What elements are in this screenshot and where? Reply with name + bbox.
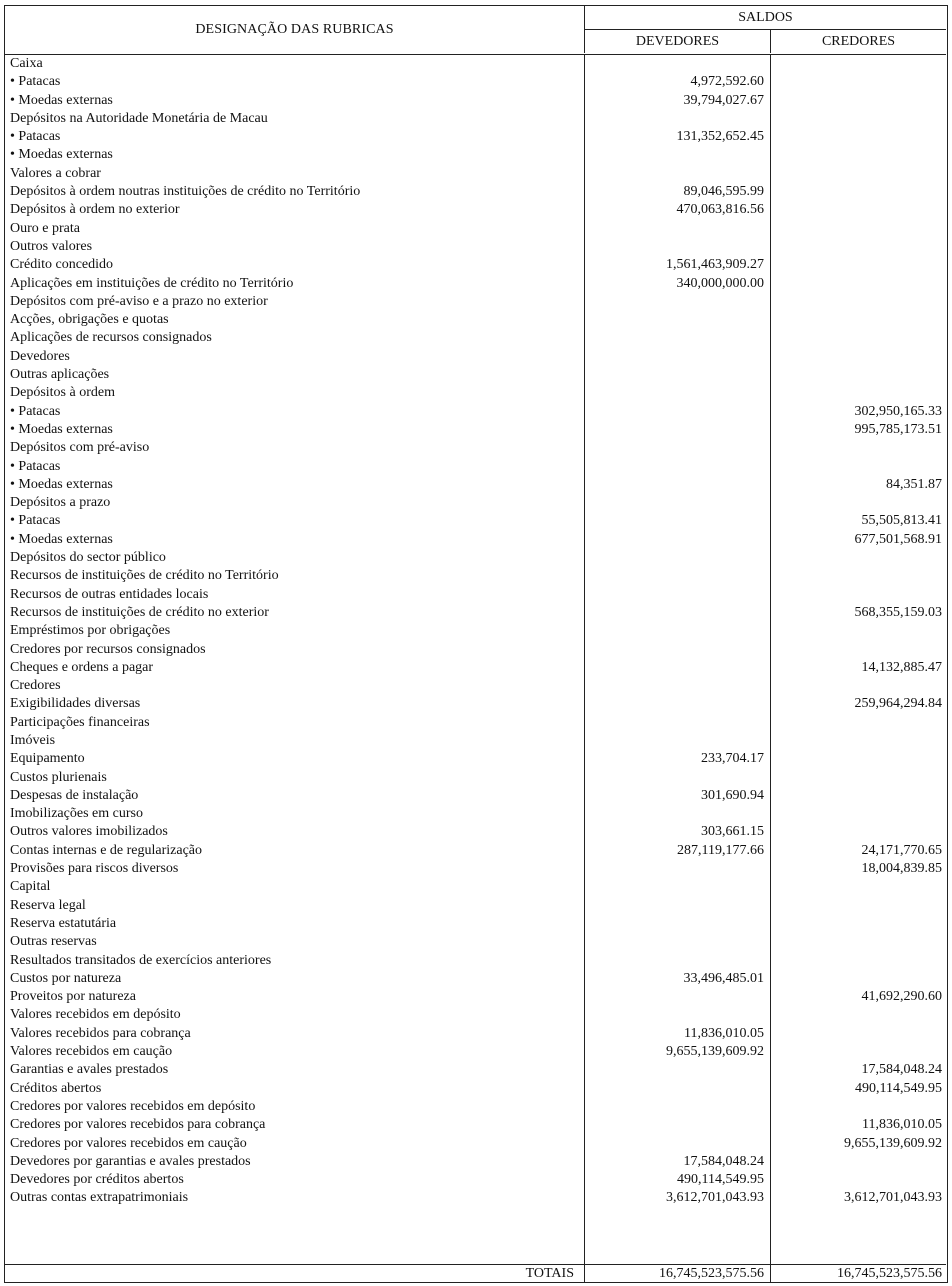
table-row bbox=[5, 714, 946, 732]
row-label: Proveitos por natureza bbox=[10, 989, 136, 1005]
row-label: Recursos de instituições de crédito no Território bbox=[10, 568, 279, 584]
row-label: Imobilizações em curso bbox=[10, 806, 143, 822]
row-devedores: 89,046,595.99 bbox=[683, 184, 764, 200]
totals-label: TOTAIS bbox=[525, 1266, 574, 1281]
row-credores: 3,612,701,043.93 bbox=[844, 1190, 942, 1206]
row-credores: 24,171,770.65 bbox=[861, 842, 942, 858]
table-row bbox=[5, 805, 946, 823]
row-label: • Patacas bbox=[10, 403, 61, 419]
table-row bbox=[5, 348, 946, 366]
table-row bbox=[5, 476, 946, 494]
table-row bbox=[5, 73, 946, 91]
table-row bbox=[5, 641, 946, 659]
table-row bbox=[5, 165, 946, 183]
table-row bbox=[5, 970, 946, 988]
table-row bbox=[5, 677, 946, 695]
table-row bbox=[5, 878, 946, 896]
header-devedores: DEVEDORES bbox=[584, 30, 770, 53]
row-devedores: 1,561,463,909.27 bbox=[666, 257, 764, 273]
row-label: Credores por valores recebidos para cobrança bbox=[10, 1117, 266, 1133]
totals-divider-1 bbox=[584, 1265, 585, 1282]
row-label: Reserva estatutária bbox=[10, 915, 117, 931]
row-devedores: 4,972,592.60 bbox=[690, 74, 764, 90]
table-row bbox=[5, 915, 946, 933]
row-label: Capital bbox=[10, 879, 51, 895]
row-credores: 55,505,813.41 bbox=[861, 513, 942, 529]
table-row bbox=[5, 110, 946, 128]
row-devedores: 9,655,139,609.92 bbox=[666, 1044, 764, 1060]
table-row bbox=[5, 1153, 946, 1171]
table-row bbox=[5, 659, 946, 677]
row-label: Outros valores bbox=[10, 238, 93, 254]
table-row bbox=[5, 238, 946, 256]
table-row bbox=[5, 1116, 946, 1134]
row-devedores: 131,352,652.45 bbox=[676, 129, 764, 145]
table-row bbox=[5, 897, 946, 915]
row-label: Ouro e prata bbox=[10, 220, 80, 236]
row-label: Credores por valores recebidos em depósito bbox=[10, 1098, 256, 1114]
row-label: Crédito concedido bbox=[10, 257, 114, 273]
table-row bbox=[5, 1135, 946, 1153]
row-label: Credores por valores recebidos em caução bbox=[10, 1135, 247, 1151]
row-label: Custos plurienais bbox=[10, 769, 107, 785]
table-row bbox=[5, 55, 946, 73]
row-label: Aplicações de recursos consignados bbox=[10, 330, 212, 346]
row-label: Créditos abertos bbox=[10, 1080, 102, 1096]
row-label: Recursos de outras entidades locais bbox=[10, 586, 209, 602]
row-label: • Patacas bbox=[10, 74, 61, 90]
row-label: Valores recebidos para cobrança bbox=[10, 1025, 191, 1041]
row-devedores: 11,836,010.05 bbox=[684, 1025, 764, 1041]
row-credores: 14,132,885.47 bbox=[861, 659, 942, 675]
table-row bbox=[5, 769, 946, 787]
row-label: Depósitos à ordem no exterior bbox=[10, 202, 180, 218]
table-row bbox=[5, 183, 946, 201]
table-row bbox=[5, 860, 946, 878]
row-devedores: 287,119,177.66 bbox=[677, 842, 764, 858]
row-label: • Moedas externas bbox=[10, 476, 113, 492]
row-credores: 84,351.87 bbox=[886, 476, 942, 492]
row-label: Recursos de instituições de crédito no exterior bbox=[10, 604, 269, 620]
row-credores: 490,114,549.95 bbox=[855, 1080, 942, 1096]
row-label: Valores recebidos em depósito bbox=[10, 1007, 181, 1023]
row-label: • Moedas externas bbox=[10, 421, 113, 437]
row-credores: 18,004,839.85 bbox=[861, 861, 942, 877]
table-row bbox=[5, 439, 946, 457]
header-saldos: SALDOS bbox=[584, 6, 946, 30]
row-credores: 9,655,139,609.92 bbox=[844, 1135, 942, 1151]
table-row bbox=[5, 256, 946, 274]
table-row bbox=[5, 1189, 946, 1207]
table-row bbox=[5, 549, 946, 567]
row-label: Reserva legal bbox=[10, 897, 86, 913]
table-row bbox=[5, 128, 946, 146]
row-credores: 11,836,010.05 bbox=[862, 1117, 942, 1133]
row-devedores: 301,690.94 bbox=[701, 787, 764, 803]
table-row bbox=[5, 567, 946, 585]
row-credores: 302,950,165.33 bbox=[854, 403, 942, 419]
row-label: Depósitos a prazo bbox=[10, 495, 111, 511]
row-label: • Patacas bbox=[10, 129, 61, 145]
row-label: Depósitos à ordem bbox=[10, 385, 115, 401]
table-row bbox=[5, 586, 946, 604]
row-credores: 41,692,290.60 bbox=[861, 989, 942, 1005]
row-label: Participações financeiras bbox=[10, 714, 150, 730]
table-row bbox=[5, 458, 946, 476]
table-header bbox=[5, 6, 946, 55]
row-devedores: 3,612,701,043.93 bbox=[666, 1190, 764, 1206]
row-label: Contas internas e de regularização bbox=[10, 842, 203, 858]
row-label: Depósitos com pré-aviso bbox=[10, 440, 150, 456]
table-row bbox=[5, 384, 946, 402]
totals-credores: 16,745,523,575.56 bbox=[837, 1266, 942, 1281]
header-credores: CREDORES bbox=[770, 30, 946, 53]
table-row bbox=[5, 512, 946, 530]
table-row bbox=[5, 201, 946, 219]
table-row bbox=[5, 329, 946, 347]
row-label: Devedores por créditos abertos bbox=[10, 1172, 184, 1188]
row-label: Depósitos do sector público bbox=[10, 550, 166, 566]
row-devedores: 340,000,000.00 bbox=[676, 275, 764, 291]
row-label: Valores recebidos em caução bbox=[10, 1044, 173, 1060]
table-row bbox=[5, 1171, 946, 1189]
totals-row bbox=[5, 1264, 946, 1282]
row-label: Provisões para riscos diversos bbox=[10, 861, 179, 877]
balance-table bbox=[4, 5, 948, 1283]
row-credores: 259,964,294.84 bbox=[854, 696, 942, 712]
totals-divider-2 bbox=[770, 1265, 771, 1282]
row-label: Aplicações em instituições de crédito no Território bbox=[10, 275, 294, 291]
row-label: Imóveis bbox=[10, 732, 56, 748]
table-row bbox=[5, 622, 946, 640]
row-label: Outras reservas bbox=[10, 934, 97, 950]
table-row bbox=[5, 293, 946, 311]
row-label: Despesas de instalação bbox=[10, 787, 139, 803]
table-row bbox=[5, 275, 946, 293]
table-row bbox=[5, 952, 946, 970]
table-row bbox=[5, 421, 946, 439]
row-label: Cheques e ordens a pagar bbox=[10, 659, 154, 675]
row-devedores: 303,661.15 bbox=[701, 824, 764, 840]
table-row bbox=[5, 220, 946, 238]
row-devedores: 233,704.17 bbox=[701, 751, 764, 767]
table-row bbox=[5, 933, 946, 951]
table-row bbox=[5, 1043, 946, 1061]
table-row bbox=[5, 823, 946, 841]
table-row bbox=[5, 1006, 946, 1024]
row-label: Devedores por garantias e avales prestados bbox=[10, 1153, 251, 1169]
table-row bbox=[5, 604, 946, 622]
row-devedores: 33,496,485.01 bbox=[683, 970, 764, 986]
table-row bbox=[5, 787, 946, 805]
table-row bbox=[5, 366, 946, 384]
row-credores: 17,584,048.24 bbox=[861, 1062, 942, 1078]
row-devedores: 470,063,816.56 bbox=[676, 202, 764, 218]
row-label: Credores bbox=[10, 678, 61, 694]
table-row bbox=[5, 146, 946, 164]
row-label: Caixa bbox=[10, 56, 43, 71]
table-row bbox=[5, 695, 946, 713]
row-devedores: 17,584,048.24 bbox=[683, 1153, 764, 1169]
row-label: Credores por recursos consignados bbox=[10, 641, 206, 657]
row-label: Depósitos à ordem noutras instituições de crédito no Território bbox=[10, 184, 361, 200]
row-label: Empréstimos por obrigações bbox=[10, 623, 171, 639]
row-devedores: 490,114,549.95 bbox=[677, 1172, 764, 1188]
row-label: Garantias e avales prestados bbox=[10, 1062, 169, 1078]
table-row bbox=[5, 1025, 946, 1043]
table-row bbox=[5, 750, 946, 768]
table-row bbox=[5, 494, 946, 512]
table-row bbox=[5, 842, 946, 860]
row-label: • Moedas externas bbox=[10, 147, 113, 163]
row-label: Equipamento bbox=[10, 751, 85, 767]
row-label: • Moedas externas bbox=[10, 531, 113, 547]
row-label: • Patacas bbox=[10, 458, 61, 474]
table-row bbox=[5, 1080, 946, 1098]
row-label: Outras aplicações bbox=[10, 367, 110, 383]
table-row bbox=[5, 92, 946, 110]
row-label: Depósitos com pré-aviso e a prazo no exterior bbox=[10, 293, 268, 309]
row-label: • Moedas externas bbox=[10, 92, 113, 108]
row-label: Valores a cobrar bbox=[10, 165, 101, 181]
row-label: • Patacas bbox=[10, 513, 61, 529]
row-credores: 995,785,173.51 bbox=[854, 421, 942, 437]
row-label: Depósitos na Autoridade Monetária de Macau bbox=[10, 110, 268, 126]
table-row bbox=[5, 531, 946, 549]
header-designation: DESIGNAÇÃO DAS RUBRICAS bbox=[195, 21, 394, 37]
row-label: Custos por natureza bbox=[10, 970, 122, 986]
row-credores: 677,501,568.91 bbox=[854, 531, 942, 547]
row-label: Acções, obrigações e quotas bbox=[10, 312, 169, 328]
row-credores: 568,355,159.03 bbox=[854, 604, 942, 620]
table-body bbox=[5, 55, 946, 1208]
table-row bbox=[5, 732, 946, 750]
table-row bbox=[5, 988, 946, 1006]
row-label: Devedores bbox=[10, 348, 70, 364]
row-label: Resultados transitados de exercícios anteriores bbox=[10, 952, 272, 968]
table-row bbox=[5, 311, 946, 329]
row-label: Exigibilidades diversas bbox=[10, 696, 141, 712]
row-label: Outros valores imobilizados bbox=[10, 824, 168, 840]
row-devedores: 39,794,027.67 bbox=[683, 92, 764, 108]
table-row bbox=[5, 1098, 946, 1116]
table-row bbox=[5, 403, 946, 421]
row-label: Outras contas extrapatrimoniais bbox=[10, 1190, 189, 1206]
totals-devedores: 16,745,523,575.56 bbox=[659, 1266, 764, 1281]
table-row bbox=[5, 1061, 946, 1079]
